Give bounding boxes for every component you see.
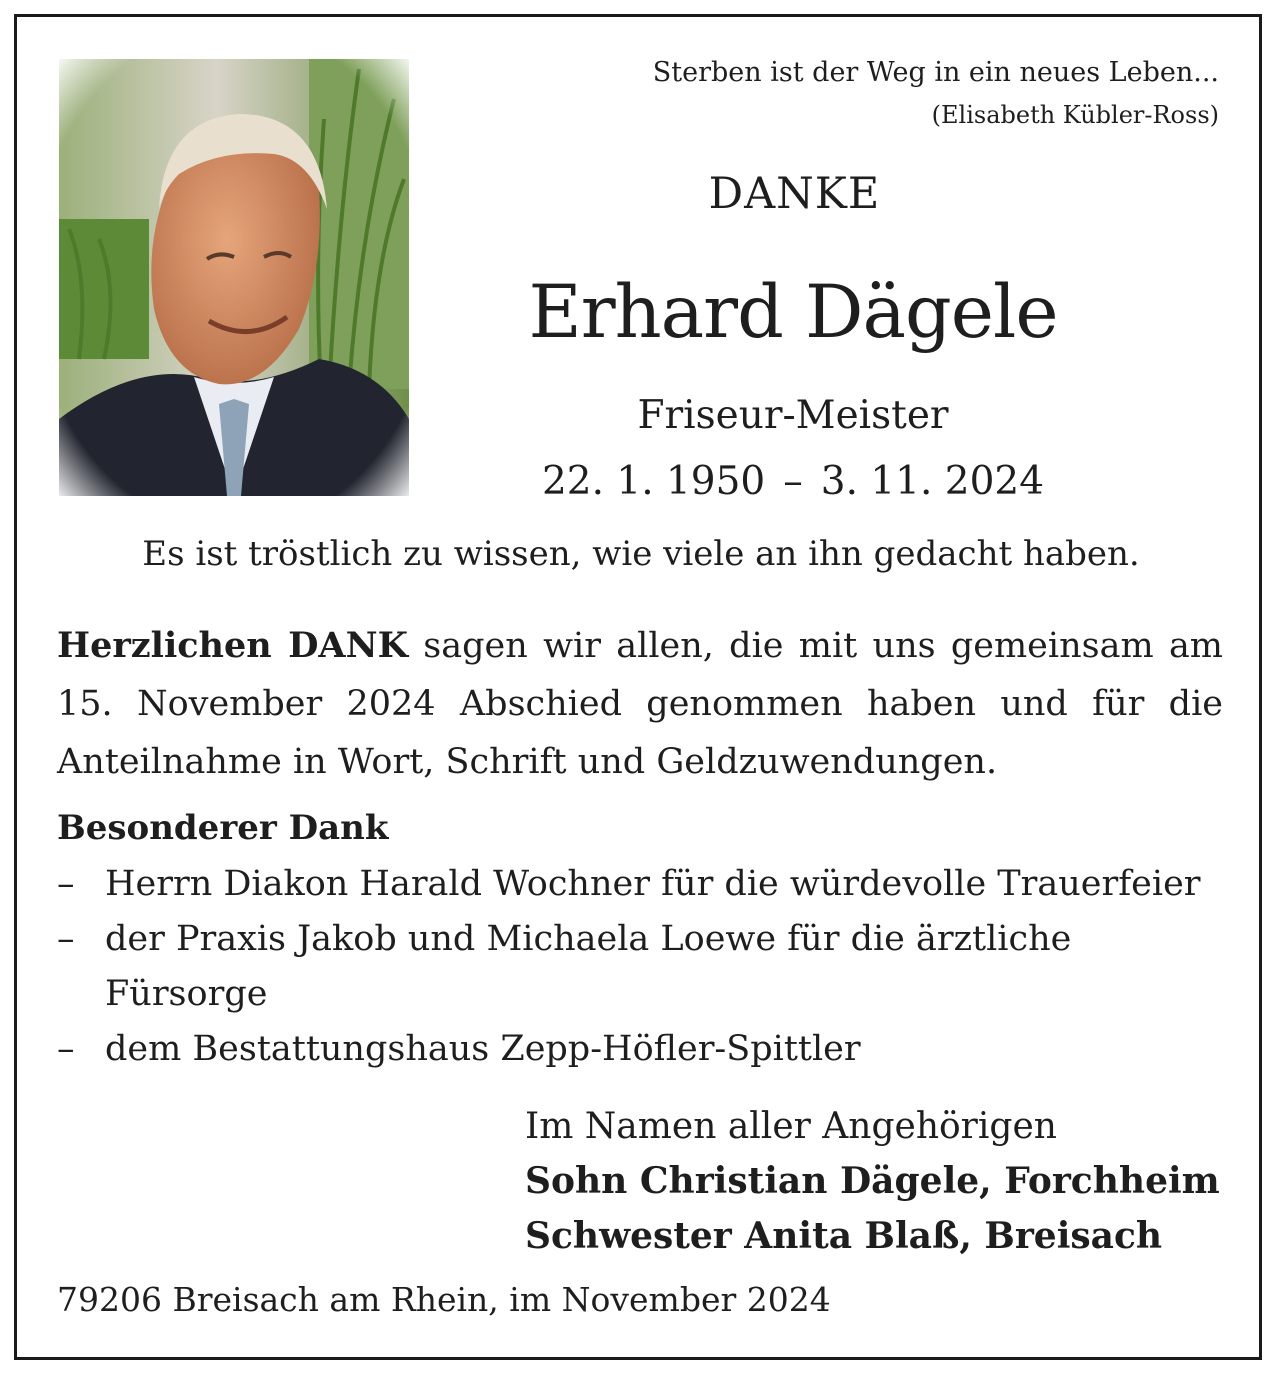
signoff-line-1: Sohn Christian Dägele, Forchheim [525, 1160, 1220, 1202]
main-thanks-line-1-rest: sagen wir allen, die mit uns gemeinsam am [408, 626, 1223, 666]
list-item-text: der Praxis Jakob und Michaela Loewe für die ärztliche Fürsorge [105, 919, 1072, 1014]
list-dash: – [57, 919, 75, 959]
consolation-text: Es ist tröstlich zu wissen, wie viele an ihn gedacht haben. [142, 534, 1140, 574]
main-thanks-line-2: 15. November 2024 Abschied genommen haben und für die [57, 684, 1223, 724]
quote-author: (Elisabeth Kübler-Ross) [931, 101, 1219, 129]
deceased-name-block [503, 270, 1083, 355]
main-thanks-line-1 [57, 617, 1223, 675]
portrait-photo [59, 59, 409, 496]
death-date: 3. 11. 2024 [820, 459, 1045, 504]
date-separator: – [783, 459, 803, 504]
list-item [57, 912, 1145, 1022]
signoff-block [525, 1099, 1220, 1264]
special-thanks-heading: Besonderer Dank [57, 808, 389, 848]
deceased-name: Erhard Dägele [528, 270, 1058, 355]
list-item [57, 857, 1227, 912]
signoff-intro: Im Namen aller Angehörigen [525, 1106, 1057, 1147]
main-thanks-paragraph [57, 617, 1223, 791]
list-item [57, 1022, 1227, 1077]
birth-date: 22. 1. 1950 [541, 459, 766, 504]
main-thanks-line-3: Anteilnahme in Wort, Schrift und Geldzuwendungen. [57, 742, 998, 782]
list-item-text: dem Bestattungshaus Zepp-Höfler-Spittler [105, 1029, 861, 1069]
danke-heading: DANKE [708, 169, 881, 219]
signoff-line-2: Schwester Anita Blaß, Breisach [525, 1215, 1163, 1257]
special-thanks-list [57, 857, 1227, 1077]
obituary-notice [14, 14, 1262, 1360]
occupation: Friseur-Meister [637, 393, 949, 438]
list-item-text: Herrn Diakon Harald Wochner für die würdevolle Trauerfeier [105, 864, 1201, 904]
list-dash: – [57, 864, 75, 904]
footer-place-date: 79206 Breisach am Rhein, im November 2024 [57, 1280, 831, 1319]
main-thanks-lead: Herzlichen DANK [57, 625, 408, 666]
life-dates [503, 459, 1083, 504]
quote-text: Sterben ist der Weg in ein neues Leben... [652, 57, 1219, 88]
list-dash: – [57, 1029, 75, 1069]
